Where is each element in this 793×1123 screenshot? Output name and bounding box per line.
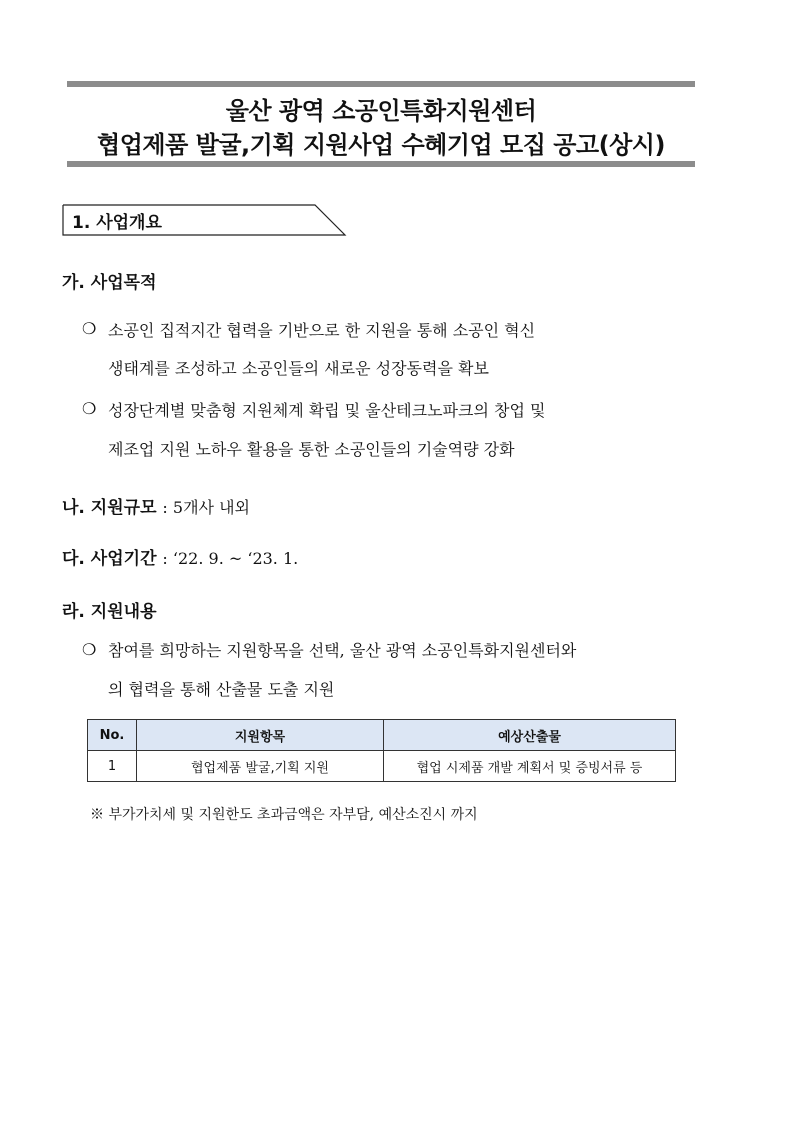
- col-header-item: 지원항목: [137, 720, 384, 751]
- support-table: [87, 719, 676, 782]
- purpose-bullet-1-line-1: 소공인 집적지간 협력을 기반으로 한 지원을 통해 소공인 혁신: [108, 321, 536, 340]
- cell-no: 1: [88, 751, 137, 782]
- scale-row: [62, 493, 250, 518]
- section-title: 1. 사업개요: [72, 213, 162, 233]
- title-line-1: 울산 광역 소공인특화지원센터: [225, 97, 537, 125]
- title-bottom-rule: [67, 161, 695, 167]
- period-row: [62, 544, 298, 569]
- table-row: [88, 751, 676, 782]
- title-block: [67, 81, 695, 167]
- bullet-icon: ❍: [82, 399, 97, 418]
- title-top-rule: [67, 81, 695, 87]
- content-line-2: 의 협력을 통해 산출물 도출 지원: [108, 680, 335, 699]
- scale-heading: 나. 지원규모: [62, 498, 157, 518]
- section-tab: [62, 204, 346, 236]
- purpose-bullet-1-line-2: 생태계를 조성하고 소공인들의 새로운 성장동력을 확보: [108, 359, 489, 378]
- col-header-no: No.: [88, 720, 137, 751]
- scale-value: : 5개사 내외: [162, 498, 250, 517]
- title-line-2: 협업제품 발굴,기획 지원사업 수혜기업 모집 공고(상시): [97, 131, 665, 159]
- cell-output: 협업 시제품 개발 계획서 및 증빙서류 등: [384, 751, 676, 782]
- purpose-bullet-2-line-1: 성장단계별 맞춤형 지원체계 확립 및 울산테크노파크의 창업 및: [108, 401, 546, 420]
- period-heading: 다. 사업기간: [62, 549, 157, 569]
- content-line-1: 참여를 희망하는 지원항목을 선택, 울산 광역 소공인특화지원센터와: [108, 641, 577, 660]
- footnote: ※ 부가가치세 및 지원한도 초과금액은 자부담, 예산소진시 까지: [90, 807, 478, 823]
- bullet-icon: ❍: [82, 319, 97, 338]
- table-header-row: [88, 720, 676, 751]
- bullet-icon: ❍: [82, 640, 97, 659]
- col-header-output: 예상산출물: [384, 720, 676, 751]
- purpose-heading: 가. 사업목적: [62, 273, 157, 293]
- cell-item: 협업제품 발굴,기획 지원: [137, 751, 384, 782]
- purpose-bullet-2-line-2: 제조업 지원 노하우 활용을 통한 소공인들의 기술역량 강화: [108, 440, 515, 459]
- period-value: : ‘22. 9. ~ ‘23. 1.: [162, 549, 299, 568]
- content-heading: 라. 지원내용: [62, 602, 157, 622]
